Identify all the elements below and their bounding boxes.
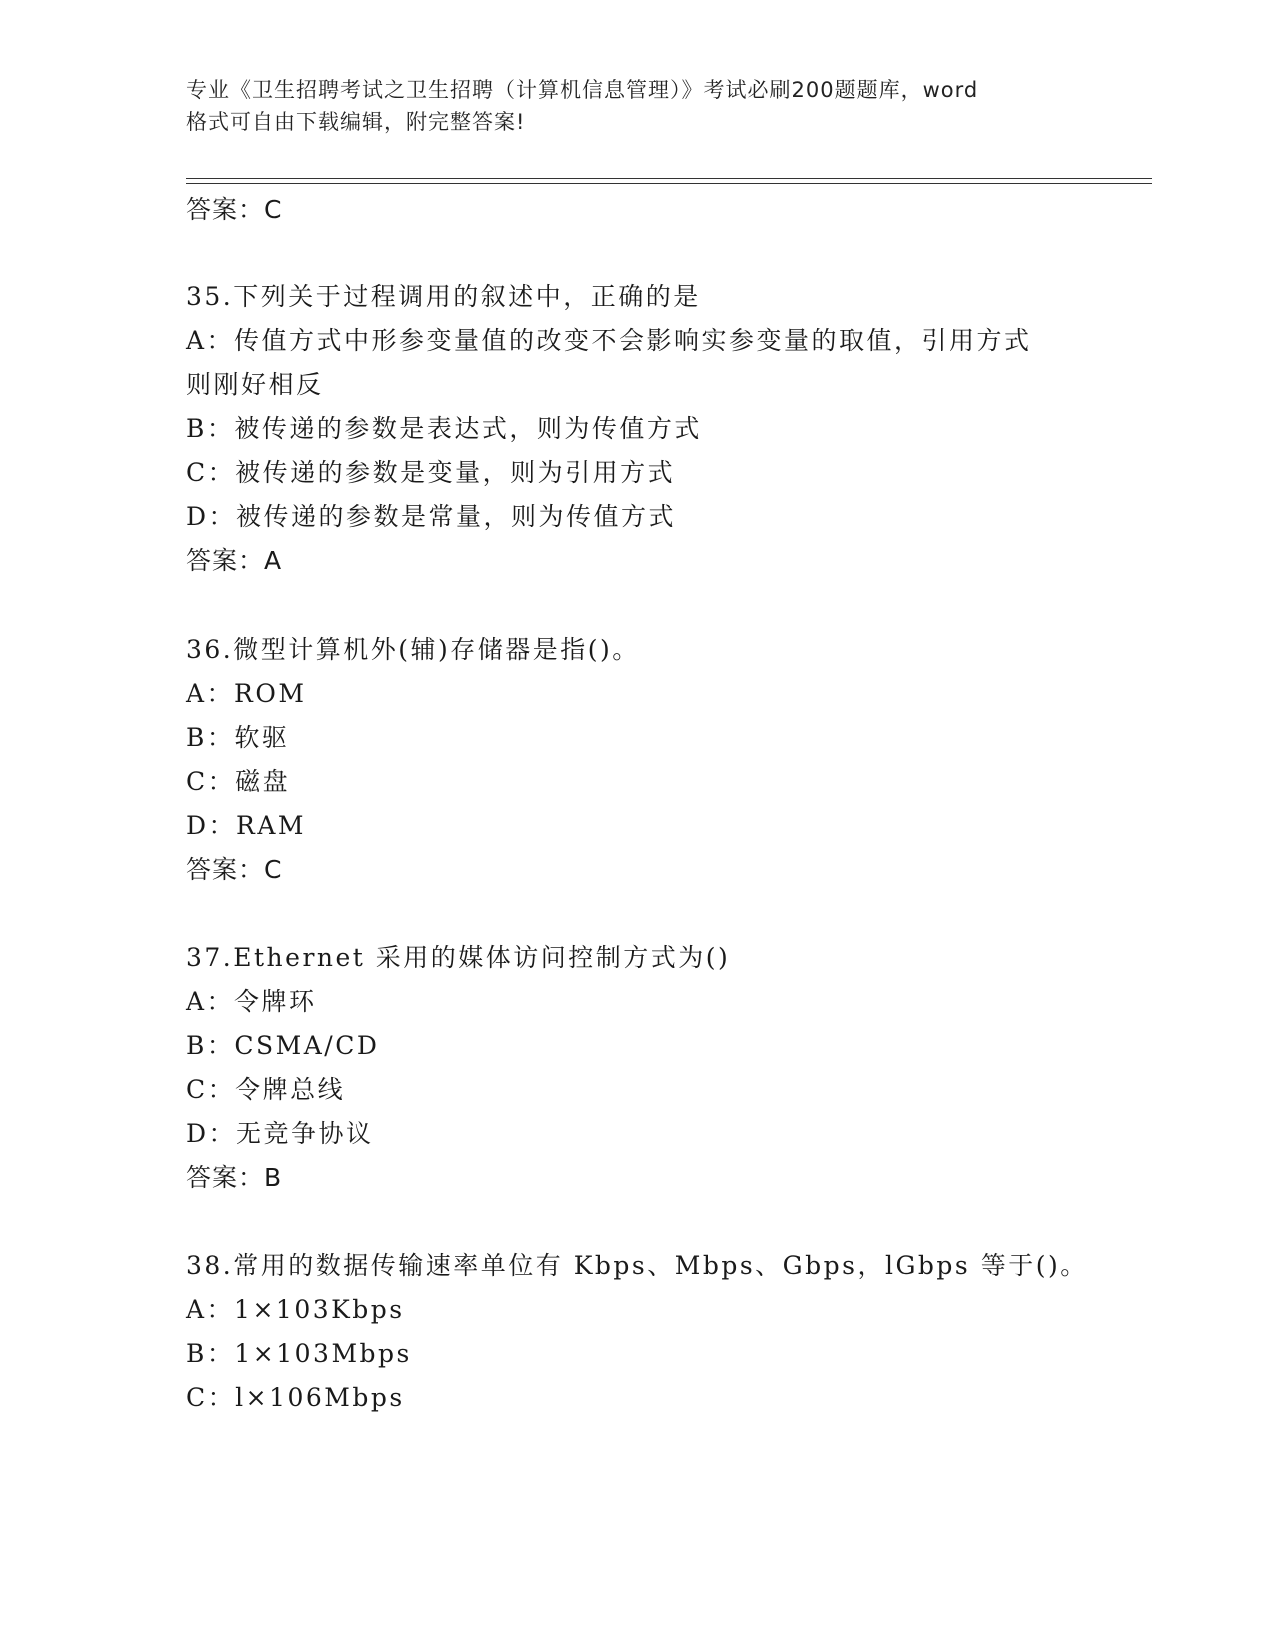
header-rule-bottom (186, 183, 1152, 184)
question-35-option-c: C：被传递的参数是变量，则为引用方式 (186, 458, 676, 487)
question-36-text: 36.微型计算机外(辅)存储器是指()。 (186, 635, 640, 664)
question-35-option-a-cont: 则刚好相反 (186, 370, 324, 399)
question-38-option-a: A：1×103Kbps (186, 1295, 405, 1324)
question-38-option-c: C：l×106Mbps (186, 1383, 405, 1412)
answer-35: 答案：A (186, 546, 283, 575)
question-35-option-d: D：被传递的参数是常量，则为传值方式 (186, 502, 677, 531)
question-36-option-a: A：ROM (186, 679, 307, 708)
answer-36: 答案：C (186, 855, 283, 884)
answer-37: 答案：B (186, 1163, 283, 1192)
question-36-option-b: B：软驱 (186, 723, 290, 752)
question-37-option-d: D：无竞争协议 (186, 1119, 374, 1148)
header-rule-top (186, 178, 1152, 179)
question-37-option-b: B：CSMA/CD (186, 1031, 380, 1060)
question-35-option-a: A：传值方式中形参变量值的改变不会影响实参变量的取值，引用方式 (186, 326, 1032, 355)
question-35-text: 35.下列关于过程调用的叙述中，正确的是 (186, 282, 701, 311)
question-36-option-d: D：RAM (186, 811, 307, 840)
header-line-1: 专业《卫生招聘考试之卫生招聘（计算机信息管理）》考试必刷200题题库，word (186, 78, 979, 102)
question-38-option-b: B：1×103Mbps (186, 1339, 412, 1368)
question-37-option-a: A：令牌环 (186, 987, 317, 1016)
question-37-text: 37.Ethernet 采用的媒体访问控制方式为() (186, 943, 731, 972)
question-37-option-c: C：令牌总线 (186, 1075, 346, 1104)
header-line-2: 格式可自由下载编辑，附完整答案! (186, 110, 526, 134)
answer-34: 答案：C (186, 195, 283, 224)
question-38-text: 38.常用的数据传输速率单位有 Kbps、Mbps、Gbps，lGbps 等于()。 (186, 1251, 1088, 1280)
question-36-option-c: C：磁盘 (186, 767, 291, 796)
question-35-option-b: B：被传递的参数是表达式，则为传值方式 (186, 414, 702, 443)
document-header (186, 74, 1106, 138)
